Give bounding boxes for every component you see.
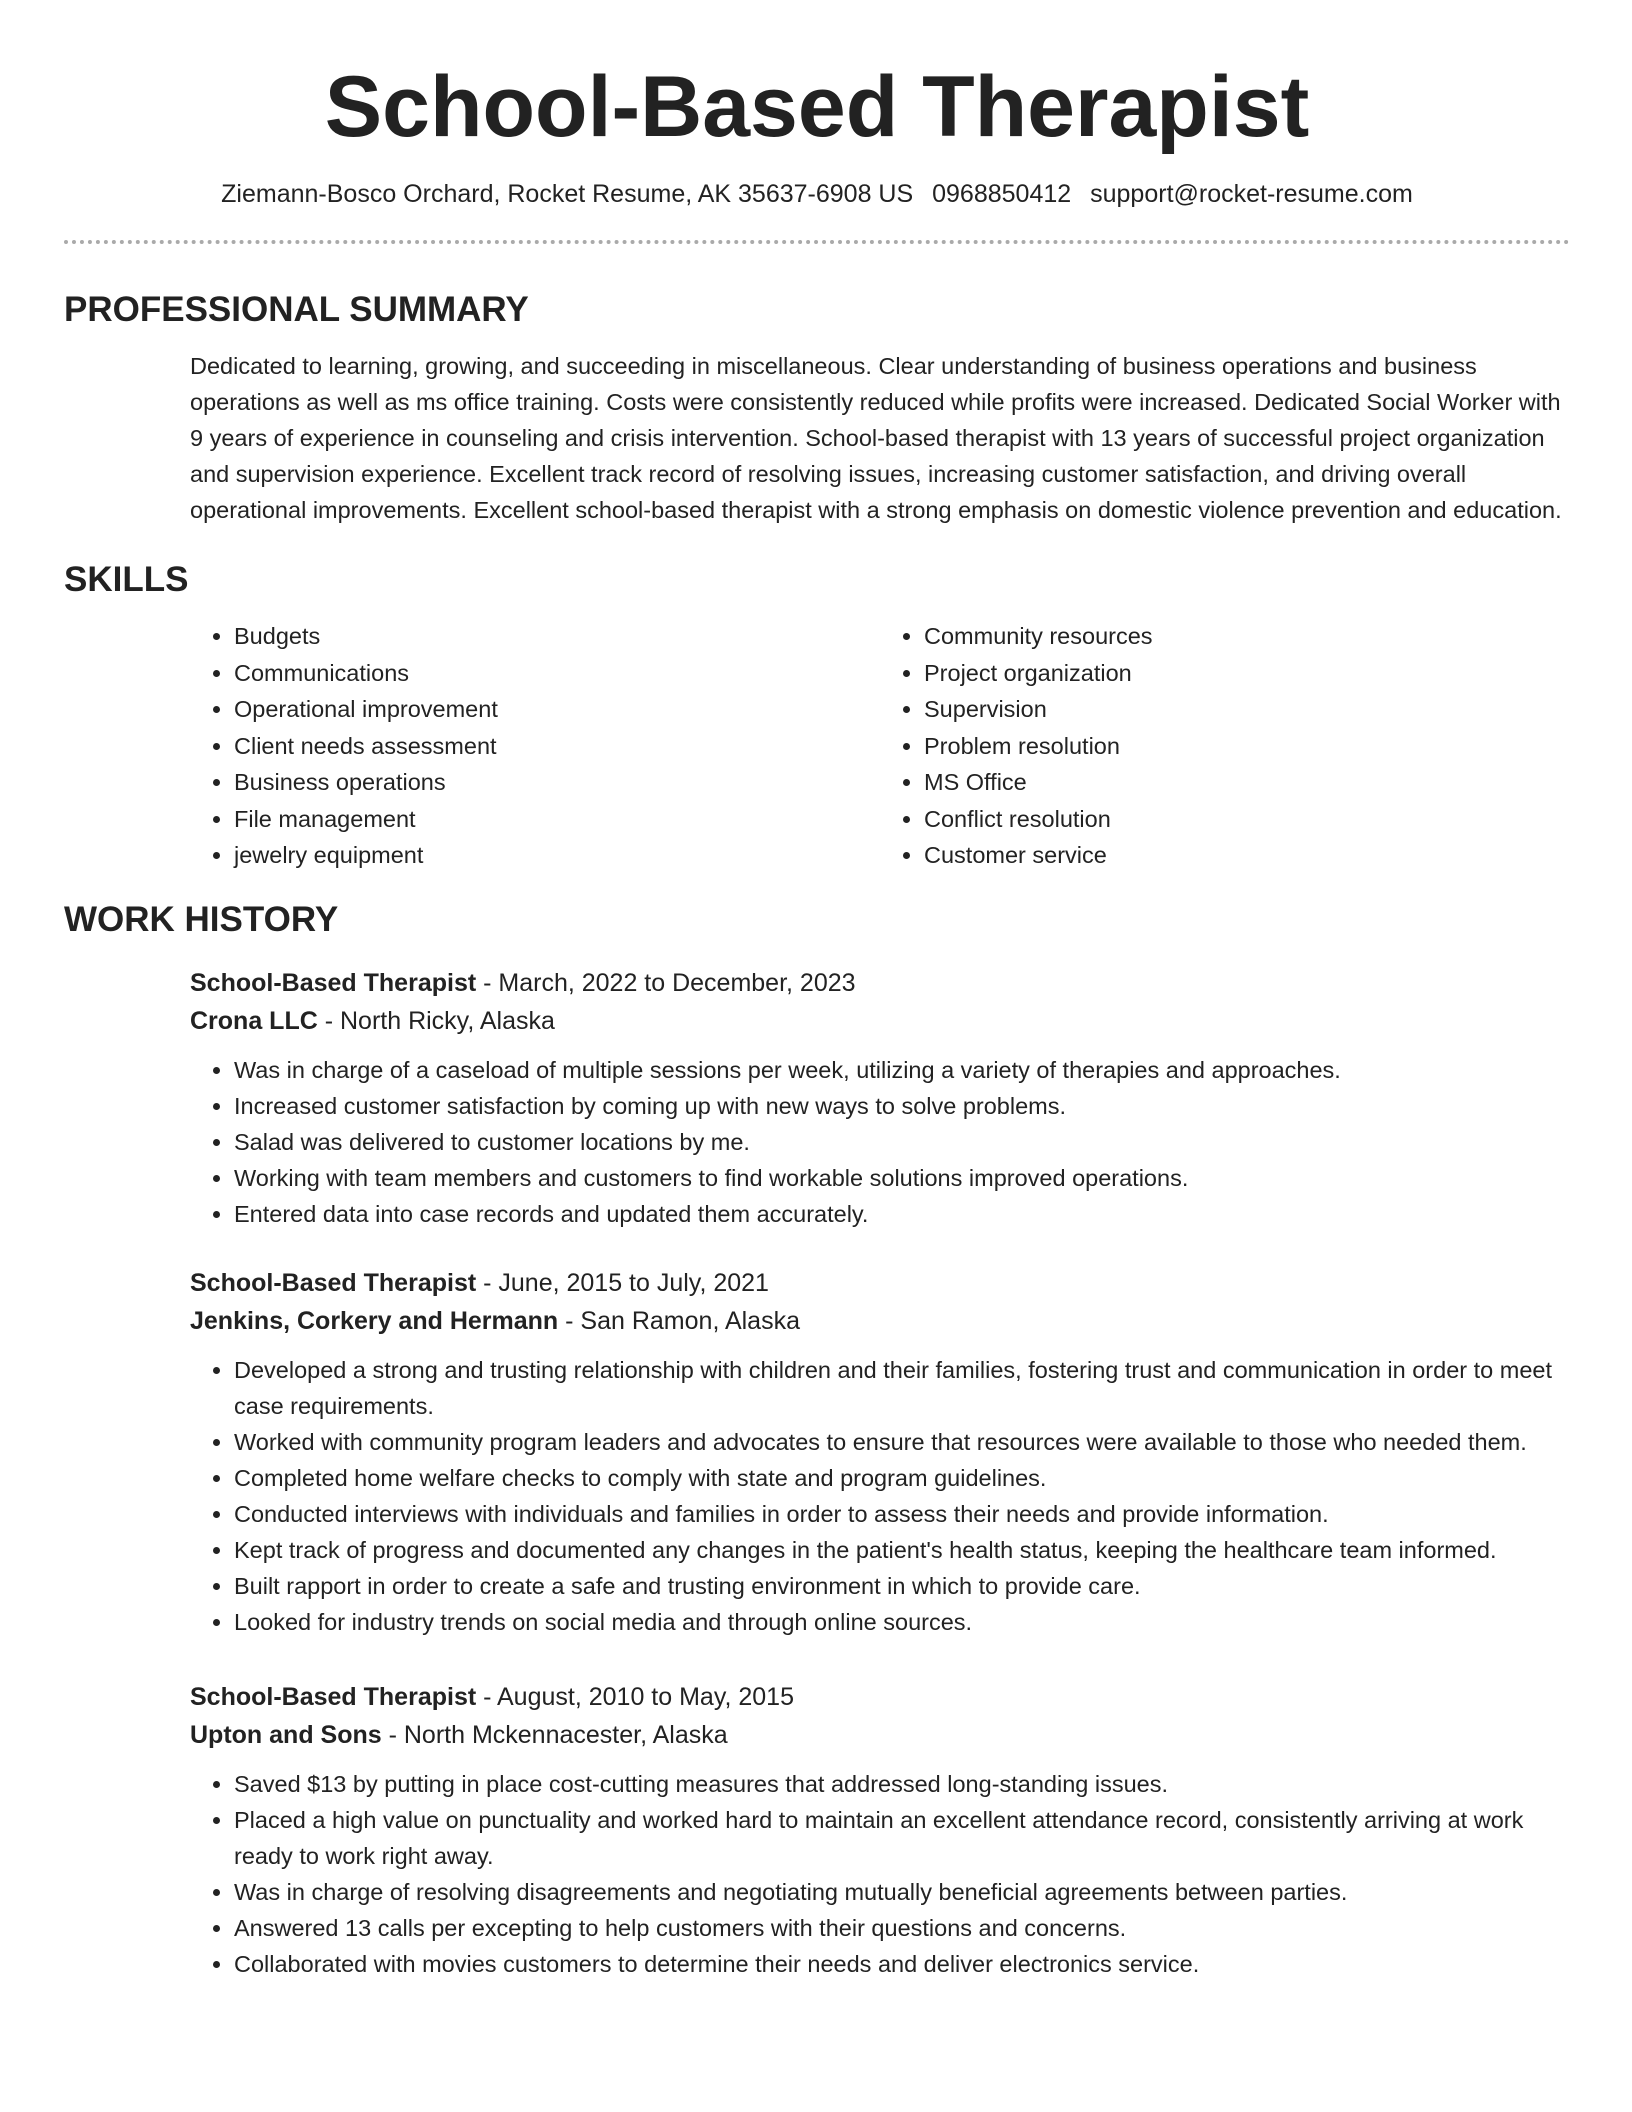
job-title-line (190, 1264, 1570, 1302)
skill-item: • Operational improvement (234, 691, 880, 728)
job-company: Jenkins, Corkery and Hermann (190, 1306, 559, 1335)
job-bullet: • Placed a high value on punctuality and worked hard to maintain an excellent attendance record, consistently arriving at work ready to work right away. (234, 1802, 1570, 1874)
job-bullet: • Looked for industry trends on social media and through online sources. (234, 1604, 1570, 1640)
job-company: Crona LLC (190, 1006, 318, 1035)
job-entry (190, 1264, 1570, 1640)
job-bullet: • Built rapport in order to create a safe and trusting environment in which to provide care. (234, 1568, 1570, 1604)
skill-item: • Client needs assessment (234, 728, 880, 765)
skill-item: • jewelry equipment (234, 837, 880, 874)
section-title-summary: PROFESSIONAL SUMMARY (64, 290, 529, 329)
job-dates: - March, 2022 to December, 2023 (476, 968, 856, 997)
skill-item: • Problem resolution (924, 728, 1570, 765)
skills-column-left (190, 618, 880, 874)
header-divider (64, 240, 1570, 244)
skills-column-right (880, 618, 1570, 874)
skill-item: • Communications (234, 655, 880, 692)
job-company-line (190, 1302, 1570, 1340)
section-title-skills: SKILLS (64, 560, 189, 599)
skill-item: • Business operations (234, 764, 880, 801)
job-bullet: • Kept track of progress and documented any changes in the patient's health status, keeping the healthcare team informed. (234, 1532, 1570, 1568)
skill-item: • Community resources (924, 618, 1570, 655)
section-title-work-history: WORK HISTORY (64, 899, 339, 939)
job-title-line (190, 1678, 1570, 1716)
resume-page (64, 0, 1570, 1982)
skill-item: • Budgets (234, 618, 880, 655)
job-dates: - June, 2015 to July, 2021 (476, 1268, 769, 1297)
job-bullet: • Working with team members and customers to find workable solutions improved operations. (234, 1160, 1570, 1196)
job-entry (190, 964, 1570, 1232)
job-company-line (190, 1002, 1570, 1040)
contact-address: Ziemann-Bosco Orchard, Rocket Resume, AK 35637-6908 US (221, 180, 914, 208)
contact-line (64, 178, 1570, 210)
skill-item: • Customer service (924, 837, 1570, 874)
job-dates: - August, 2010 to May, 2015 (476, 1682, 794, 1711)
job-bullet: • Worked with community program leaders and advocates to ensure that resources were available to those who needed them. (234, 1424, 1570, 1460)
job-bullet: • Completed home welfare checks to comply with state and program guidelines. (234, 1460, 1570, 1496)
job-bullets (190, 1052, 1570, 1232)
job-bullet: • Saved $13 by putting in place cost-cutting measures that addressed long-standing issues. (234, 1766, 1570, 1802)
job-bullets (190, 1766, 1570, 1982)
skill-item: • Conflict resolution (924, 801, 1570, 838)
skills-list (190, 618, 1570, 874)
skill-item: • File management (234, 801, 880, 838)
job-title-line (190, 964, 1570, 1002)
skill-item: • Project organization (924, 655, 1570, 692)
contact-phone: 0968850412 (932, 180, 1072, 208)
job-company-line (190, 1716, 1570, 1754)
job-bullet: • Developed a strong and trusting relationship with children and their families, fostering trust and communication in order to meet case requirements. (234, 1352, 1570, 1424)
job-bullet: • Increased customer satisfaction by coming up with new ways to solve problems. (234, 1088, 1570, 1124)
job-bullet: • Answered 13 calls per excepting to help customers with their questions and concerns. (234, 1910, 1570, 1946)
job-location: - North Ricky, Alaska (317, 1006, 555, 1035)
job-bullets (190, 1352, 1570, 1640)
job-title: School-Based Therapist (190, 1682, 477, 1711)
job-bullet: • Conducted interviews with individuals and families in order to assess their needs and provide information. (234, 1496, 1570, 1532)
job-title: School-Based Therapist (190, 1268, 477, 1297)
summary-text: Dedicated to learning, growing, and succeeding in miscellaneous. Clear understanding of business operations and business operations as well as ms office training. Costs were consistently reduced while profits were increased. Dedicated Social Worker with 9 years of experience in counseling and crisis intervention. School-based therapist with 13 years of successful project organization and supervision experience. Excellent track record of resolving issues, increasing customer satisfaction, and driving overall operational improvements. Excellent school-based therapist with a strong emphasis on domestic violence prevention and education. (190, 353, 1562, 523)
job-bullet: • Was in charge of resolving disagreements and negotiating mutually beneficial agreements between parties. (234, 1874, 1570, 1910)
skill-item: • Supervision (924, 691, 1570, 728)
job-location: - San Ramon, Alaska (558, 1306, 800, 1335)
job-bullet: • Was in charge of a caseload of multiple sessions per week, utilizing a variety of therapies and approaches. (234, 1052, 1570, 1088)
job-location: - North Mckennacester, Alaska (381, 1720, 728, 1749)
job-bullet: • Salad was delivered to customer locations by me. (234, 1124, 1570, 1160)
job-title: School-Based Therapist (190, 968, 477, 997)
job-bullet: • Entered data into case records and updated them accurately. (234, 1196, 1570, 1232)
job-bullet: • Collaborated with movies customers to determine their needs and deliver electronics service. (234, 1946, 1570, 1982)
contact-email: support@rocket-resume.com (1090, 180, 1413, 208)
job-entry (190, 1678, 1570, 1982)
resume-name: School-Based Therapist (324, 59, 1310, 155)
job-company: Upton and Sons (190, 1720, 382, 1749)
skill-item: • MS Office (924, 764, 1570, 801)
